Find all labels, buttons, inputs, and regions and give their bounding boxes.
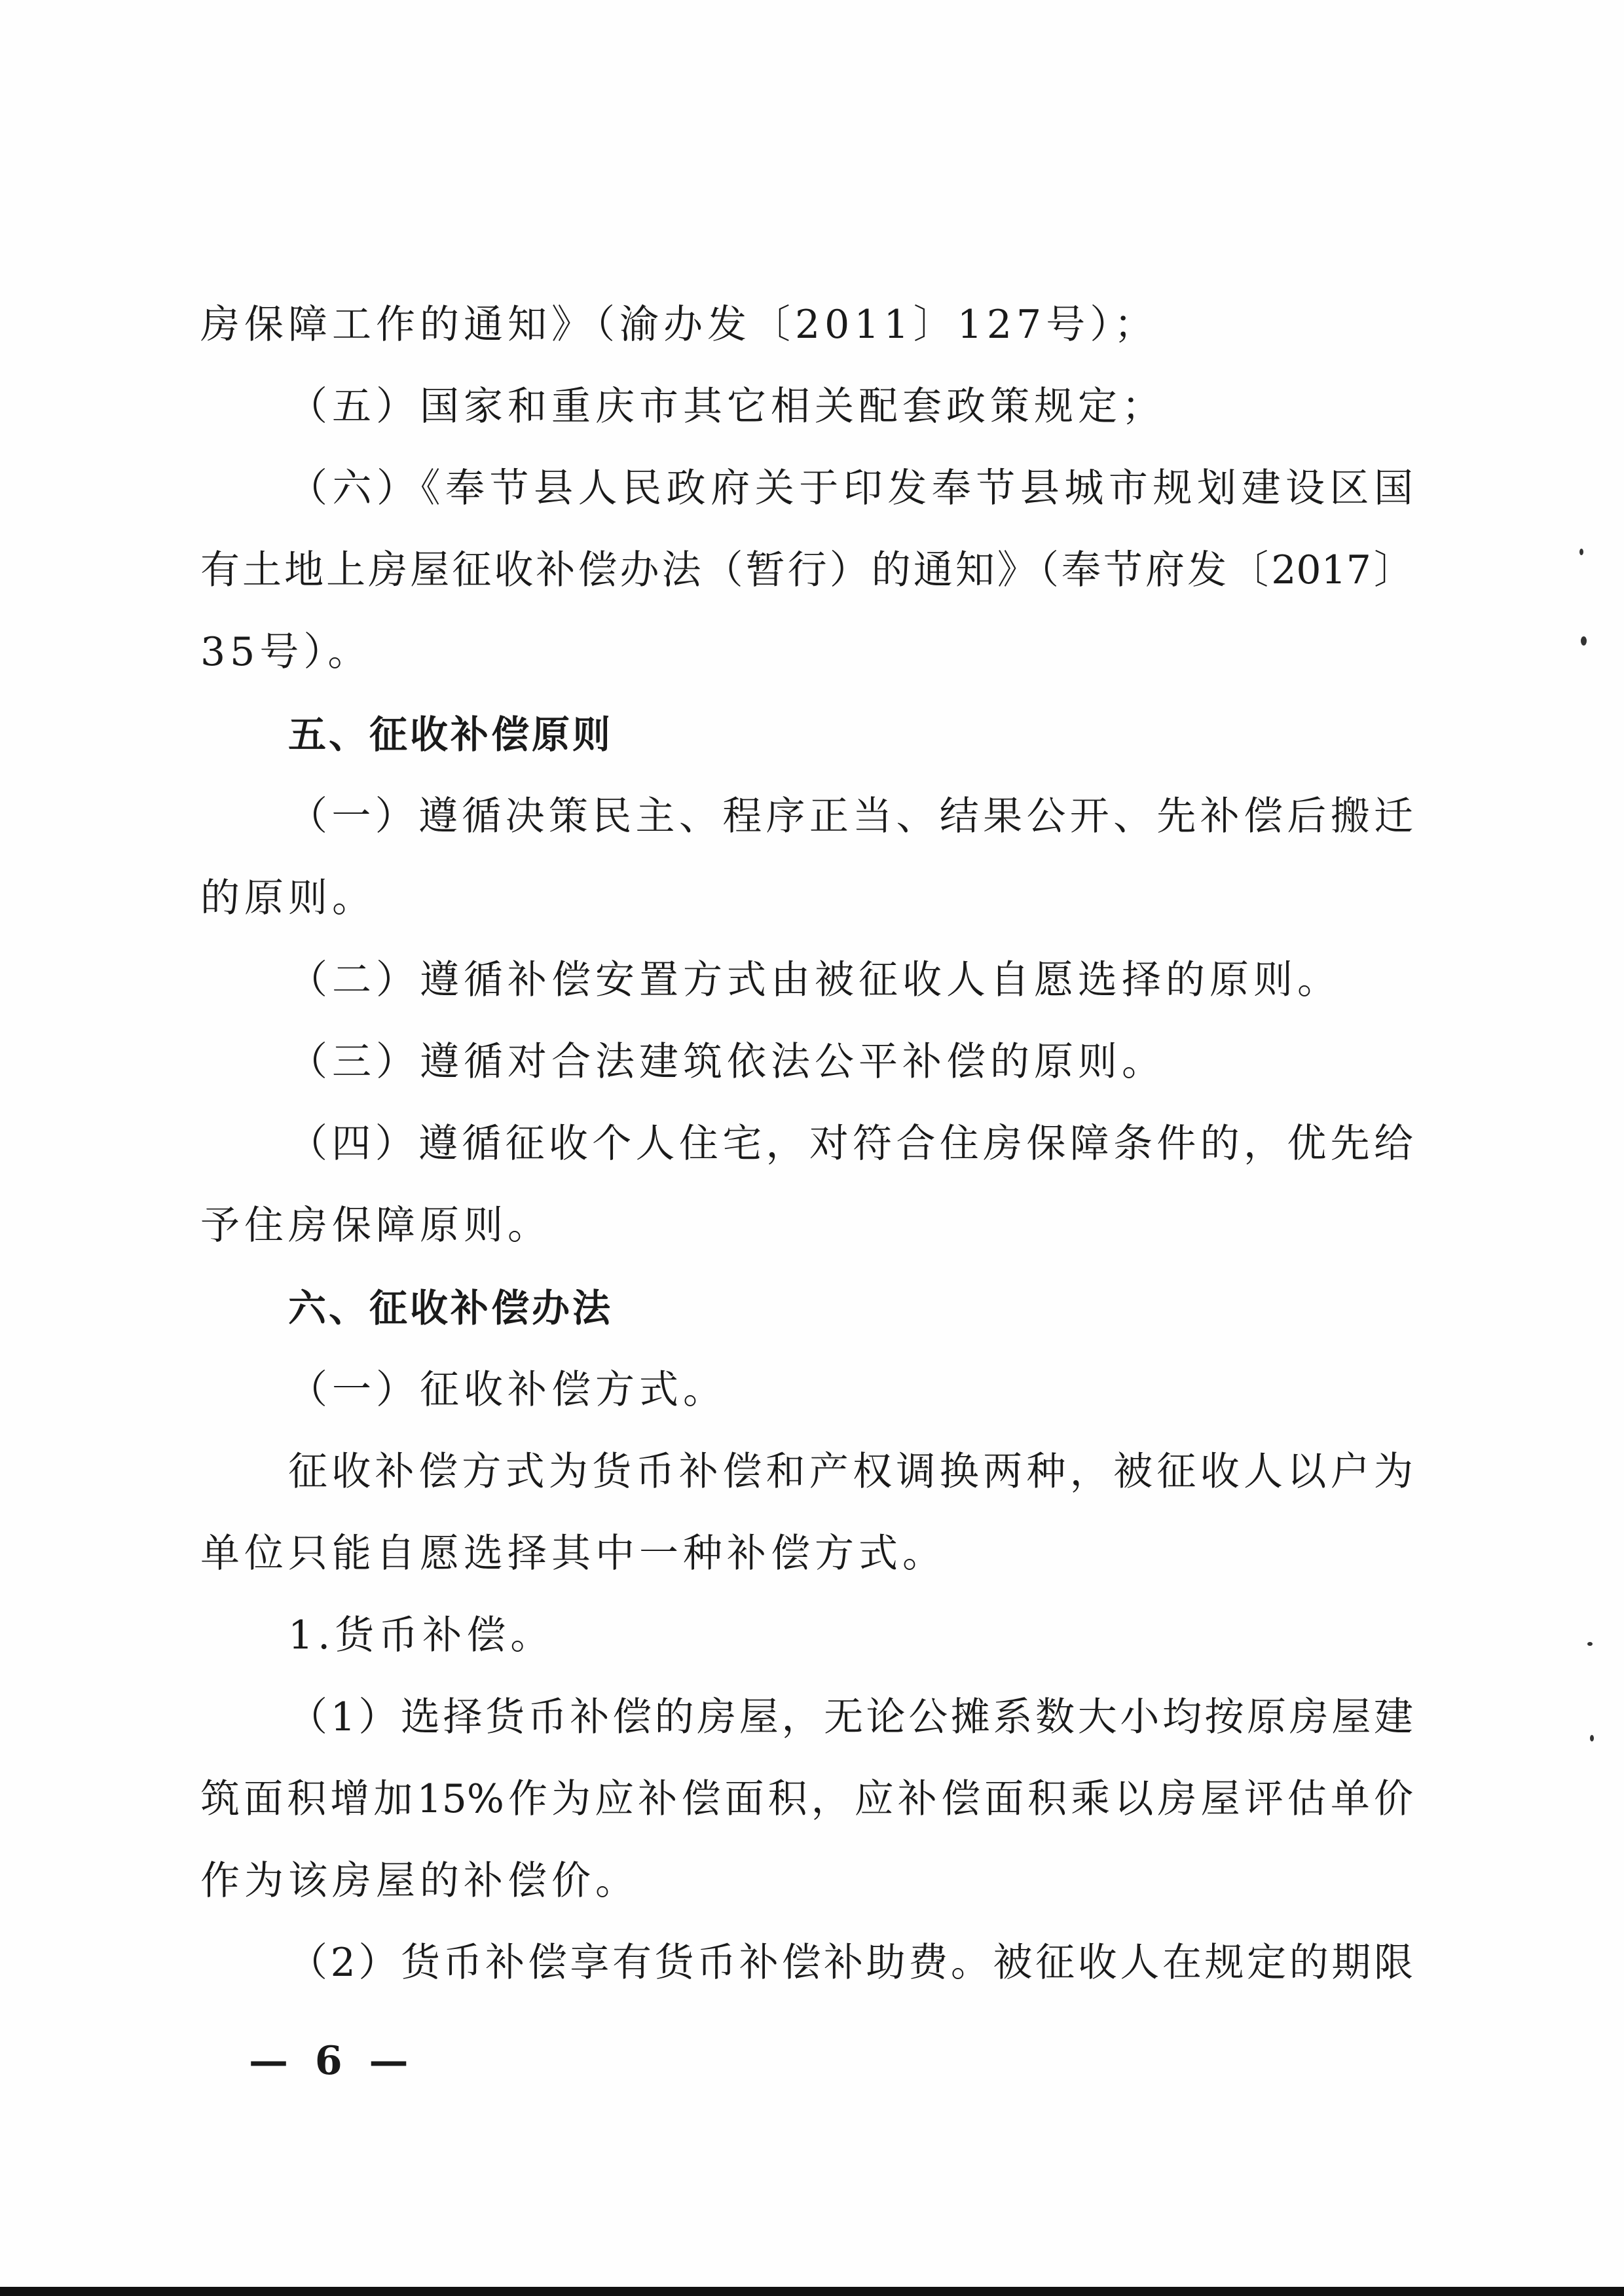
text-line: 予住房保障原则。 xyxy=(200,1203,551,1248)
text-line: （1）选择货币补偿的房屋，无论公摊系数大小均按原房屋建 xyxy=(288,1694,1413,1740)
text-line: 筑面积增加15%作为应补偿面积，应补偿面积乘以房屋评估单价 xyxy=(200,1776,1413,1822)
text-line: （四）遵循征收个人住宅，对符合住房保障条件的，优先给 xyxy=(288,1121,1413,1167)
section-heading-five: 五、征收补偿原则 xyxy=(288,712,614,757)
text-line: 房保障工作的通知》（渝办发〔2011〕127号）； xyxy=(200,302,1158,348)
text-line: （一）遵循决策民主、程序正当、结果公开、先补偿后搬迁 xyxy=(288,793,1413,839)
text-line: 征收补偿方式为货币补偿和产权调换两种，被征收人以户为 xyxy=(288,1449,1413,1495)
scan-speck xyxy=(1579,549,1583,555)
text-line: （一）征收补偿方式。 xyxy=(288,1367,727,1413)
text-line: （2）货币补偿享有货币补偿补助费。被征收人在规定的期限 xyxy=(288,1940,1413,1986)
text-line: 1.货币补偿。 xyxy=(288,1613,555,1658)
text-line: （六）《奉节县人民政府关于印发奉节县城市规划建设区国 xyxy=(288,465,1413,511)
scan-speck xyxy=(1590,1735,1594,1741)
scan-speck xyxy=(1587,1642,1593,1646)
text-line: 单位只能自愿选择其中一种补偿方式。 xyxy=(200,1531,946,1576)
text-line: 的原则。 xyxy=(200,875,376,921)
text-line: 作为该房屋的补偿价。 xyxy=(200,1858,639,1904)
text-line: 35号）。 xyxy=(200,629,372,675)
text-line: 有土地上房屋征收补偿办法（暂行）的通知》（奉节府发〔2017〕 xyxy=(200,547,1413,593)
text-line: （二）遵循补偿安置方式由被征收人自愿选择的原则。 xyxy=(288,957,1341,1003)
text-line: （五）国家和重庆市其它相关配套政策规定； xyxy=(288,384,1166,429)
text-line: （三）遵循对合法建筑依法公平补偿的原则。 xyxy=(288,1039,1166,1085)
scan-speck xyxy=(1581,636,1587,646)
page-number: — 6 — xyxy=(249,2038,415,2084)
scan-bottom-edge xyxy=(0,2287,1624,2296)
section-heading-six: 六、征收补偿办法 xyxy=(288,1286,614,1330)
